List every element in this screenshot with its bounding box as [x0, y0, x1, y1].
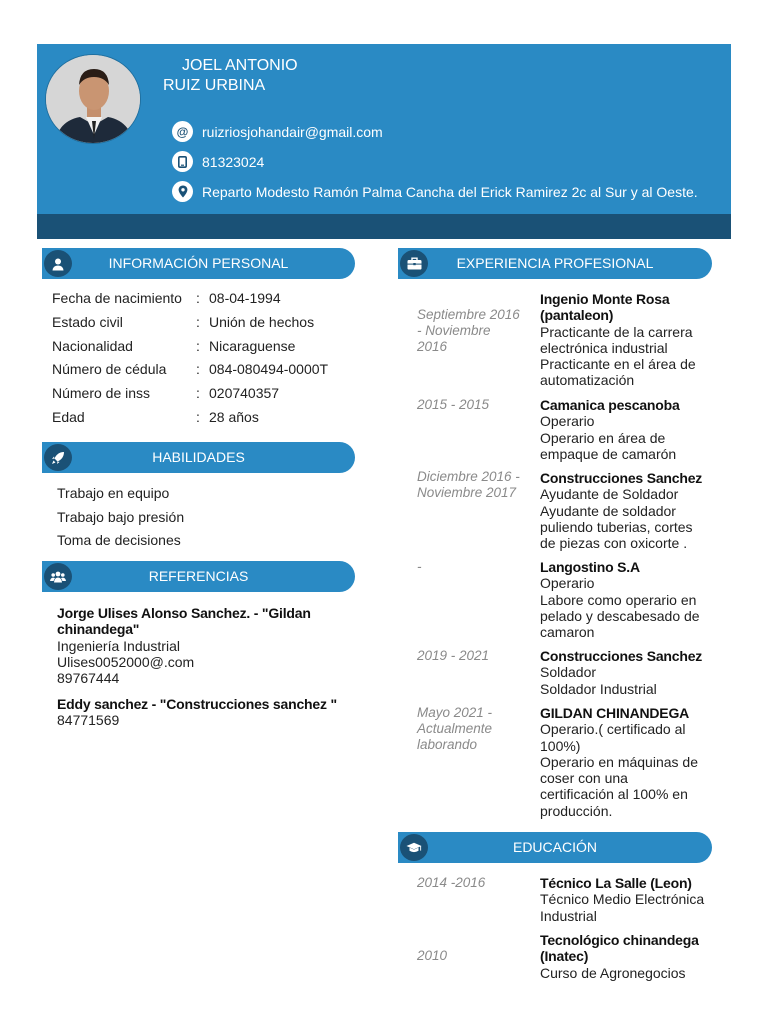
experience-entry: Langostino S.A Operario Labore como operario en pelado y descabesado de camaron — [540, 559, 720, 640]
info-row-civil-status: Estado civil : Unión de hechos — [52, 314, 315, 330]
education-entry: Tecnológico chinandega (Inatec) Curso de Agronegocios — [540, 932, 720, 981]
header-strip — [37, 214, 731, 239]
experience-entry: GILDAN CHINANDEGA Operario.( certificado al 100%) Operario en máquinas de coser con una certificación al 100% en producción. — [540, 705, 720, 819]
info-row-inss: Número de inss : 020740357 — [52, 385, 280, 401]
skill-item: Toma de decisiones — [57, 532, 181, 548]
section-title: HABILIDADES — [152, 449, 245, 465]
profile-photo — [45, 54, 141, 144]
company-name: Camanica pescanoba — [540, 397, 680, 413]
info-row-age: Edad : 28 años — [52, 409, 259, 425]
section-title: INFORMACIÓN PERSONAL — [108, 255, 289, 271]
info-row-nationality: Nacionalidad : Nicaraguense — [52, 338, 296, 354]
reference-phone: 84771569 — [57, 712, 120, 729]
section-experience — [398, 248, 712, 279]
resume-header — [37, 44, 731, 239]
experience-date: - — [417, 559, 422, 574]
contact-address — [172, 181, 698, 202]
experience-entry: Construcciones Sanchez Ayudante de Soldador Ayudante de soldador puliendo tuberias, cortes de piezas con oxicorte . — [540, 470, 720, 551]
phone-text: 81323024 — [202, 153, 265, 170]
section-title: EDUCACIÓN — [512, 839, 597, 855]
location-pin-icon — [172, 181, 193, 202]
experience-date: Septiembre 2016 - Noviembre 2016 — [417, 307, 520, 354]
company-name: Langostino S.A — [540, 559, 640, 575]
at-icon: @ — [172, 121, 193, 142]
experience-date: 2019 - 2021 — [417, 648, 490, 663]
info-row-id-number: Número de cédula : 084-080494-0000T — [52, 361, 329, 377]
reference-name: chinandega" — [57, 621, 140, 638]
name-first: JOEL ANTONIO — [182, 57, 298, 74]
reference-email[interactable]: Ulises0052000@.com — [57, 653, 195, 670]
school-name: (Inatec) — [540, 948, 589, 965]
experience-date: Diciembre 2016 - Noviembre 2017 — [417, 469, 520, 500]
education-date: 2010 — [417, 948, 448, 963]
school-name: Técnico La Salle (Leon) — [540, 875, 692, 891]
section-title: EXPERIENCIA PROFESIONAL — [456, 255, 654, 271]
education-date: 2014 -2016 — [417, 875, 486, 890]
education-entry: Técnico La Salle (Leon) Técnico Medio Electrónica Industrial — [540, 875, 720, 924]
skill-item: Trabajo en equipo — [57, 485, 170, 501]
contact-phone[interactable] — [172, 151, 264, 172]
company-name: Construcciones Sanchez — [540, 648, 703, 664]
phone-icon — [172, 151, 193, 172]
section-references — [42, 561, 355, 592]
experience-date: Mayo 2021 - Actualmente laborando — [417, 705, 493, 752]
company-name: Ingenio Monte Rosa — [540, 291, 670, 307]
company-name: Construcciones Sanchez — [540, 470, 703, 486]
experience-date: 2015 - 2015 — [417, 397, 490, 412]
info-row-birthdate: Fecha de nacimiento : 08-04-1994 — [52, 290, 281, 306]
company-name: (pantaleon) — [540, 307, 614, 324]
name-last: RUIZ URBINA — [163, 77, 266, 94]
experience-entry: Construcciones Sanchez Soldador Soldador Industrial — [540, 648, 720, 697]
reference-entry — [57, 605, 347, 686]
school-name: Tecnológico chinandega — [540, 932, 699, 948]
reference-phone: 89767444 — [57, 670, 120, 687]
address-text: Reparto Modesto Ramón Palma Cancha del Erick Ramirez 2c al Sur y al Oeste. — [202, 183, 698, 200]
section-skills — [42, 442, 355, 473]
reference-name: Eddy sanchez - "Construcciones sanchez " — [57, 696, 337, 712]
section-title: REFERENCIAS — [148, 568, 249, 584]
reference-name: Jorge Ulises Alonso Sanchez. - "Gildan — [57, 605, 311, 621]
experience-entry: Ingenio Monte Rosa (pantaleon) Practicante de la carrera electrónica industrial Practicante en el área de automatización — [540, 291, 720, 389]
reference-detail: Ingeniería Industrial — [57, 637, 180, 654]
skill-item: Trabajo bajo presión — [57, 509, 185, 525]
contact-email[interactable] — [172, 121, 383, 142]
reference-entry — [57, 696, 347, 729]
experience-entry: Camanica pescanoba Operario Operario en área de empaque de camarón — [540, 397, 720, 462]
section-education — [398, 832, 712, 863]
company-name: GILDAN CHINANDEGA — [540, 705, 690, 721]
email-text: ruizriosjohandair@gmail.com — [202, 123, 383, 140]
section-personal-info — [42, 248, 355, 279]
